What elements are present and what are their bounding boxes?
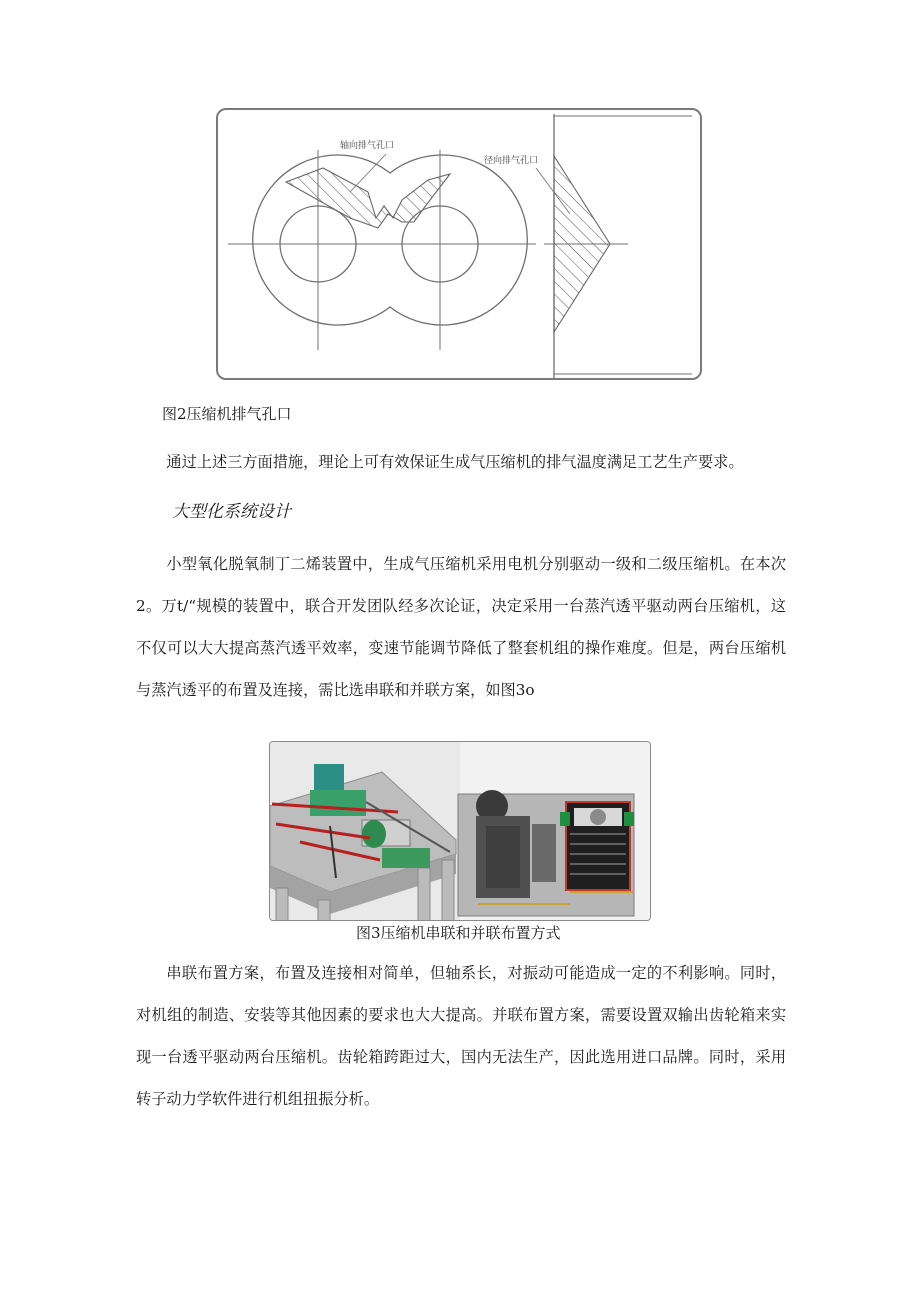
paragraph-1 — [136, 441, 786, 483]
layout-rendering — [270, 742, 651, 921]
paragraph-2 — [136, 543, 786, 711]
figure-3-caption: 图3压缩机串联和并联布置方式 — [356, 924, 561, 942]
paragraph-1-text: 通过上述三方面措施，理论上可有效保证生成气压缩机的排气温度满足工艺生产要求。 — [166, 453, 744, 471]
paragraph-3 — [136, 952, 786, 1120]
radial-port-label: 径向排气孔口 — [484, 156, 539, 166]
rotor-section-diagram — [218, 110, 704, 382]
figure-2-caption: 图2压缩机排气孔口 — [162, 405, 292, 423]
section-heading: 大型化系统设计 — [172, 502, 291, 522]
paragraph-3-text: 串联布置方案，布置及连接相对简单，但轴系长，对振动可能造成一定的不利影响。同时，对机组的制造、安装等其他因素的要求也大大提高。并联布置方案，需要设置双输出齿轮箱来实现一台透平驱动两台压缩机。齿轮箱跨距过大，国内无法生产，因此选用进口品牌。同时，采用转子动力学软件进行机组扭振分析。 — [136, 964, 786, 1108]
paragraph-2-text: 小型氧化脱氧制丁二烯装置中，生成气压缩机采用电机分别驱动一级和二级压缩机。在本次2。万t/“规模的装置中，联合开发团队经多次论证，决定采用一台蒸汽透平驱动两台压缩机，这不仅可以大大提高蒸汽透平效率，变速节能调节降低了整套机组的操作难度。但是，两台压缩机与蒸汽透平的布置及连接，需比选串联和并联方案，如图3o — [136, 555, 786, 699]
figure-2-drawing — [216, 108, 702, 380]
axial-port-hatch — [286, 168, 450, 228]
axial-port-label: 轴向排气孔口 — [340, 141, 395, 151]
figure-3-image — [269, 741, 651, 921]
